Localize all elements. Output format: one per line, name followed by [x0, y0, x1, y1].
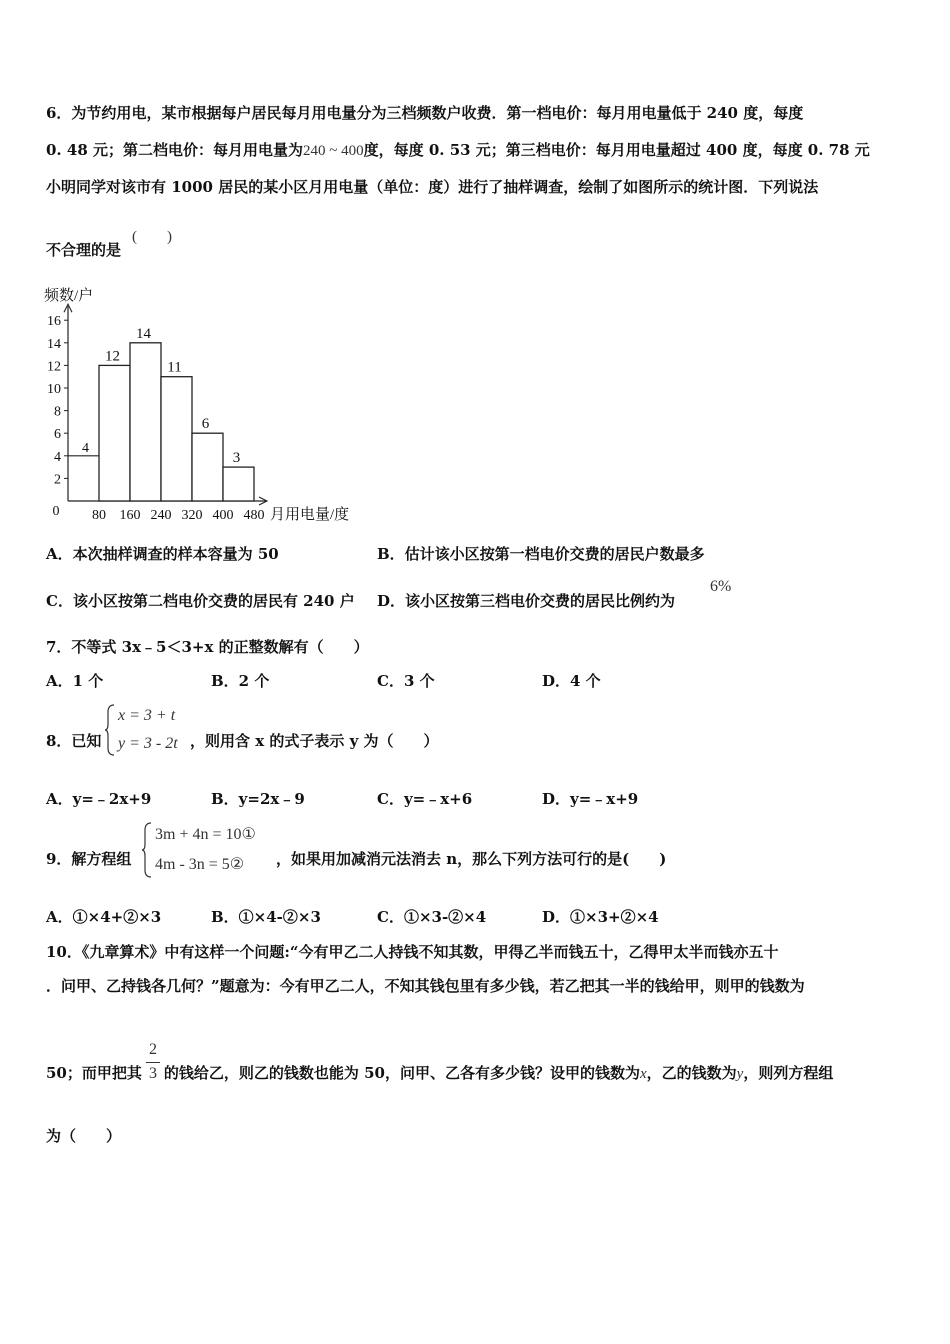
q8-brace-icon [104, 704, 116, 756]
x-tick-label-80: 80 [92, 508, 106, 523]
x-tick-label-480: 480 [243, 508, 265, 523]
bar-label-80-160: 12 [105, 348, 120, 365]
q9-option-b[interactable]: B．①×4-②×3 [211, 908, 321, 926]
q10-line3-text-c: ，乙的钱数为 [646, 1064, 737, 1082]
q10-line1: 10．《九章算术》中有这样一个问题:“今有甲乙二人持钱不知其数，甲得乙半而钱五十，乙得甲太半而钱亦五十 [46, 943, 779, 961]
q6-line1: 6．为节约用电，某市根据每户居民每月用电量分为三档频数户收费．第一档电价：每月用电量低于 240 度，每度 [46, 104, 804, 122]
q9-eq1: 3m + 4n = 10① [155, 826, 256, 843]
bar-240-320 [161, 377, 192, 501]
q10-var-x: x [639, 1066, 647, 1082]
q8-option-d[interactable]: D．y=﹣x+9 [542, 790, 639, 808]
q8-eq1: x = 3 + t [118, 707, 176, 724]
origin-label: 0 [52, 504, 60, 519]
q6-range-math: 240 ~ 400 [302, 143, 364, 159]
bar-80-160 [99, 365, 130, 501]
q9-stem-a: 9．解方程组 [46, 850, 132, 868]
q10-var-y: y [736, 1066, 744, 1082]
q6-answer-paren: ( ) [132, 229, 172, 245]
y-tick-label-10: 10 [47, 382, 61, 397]
q9-option-c[interactable]: C．①×3-②×4 [377, 908, 487, 926]
q7-option-d[interactable]: D．4 个 [542, 672, 601, 690]
y-tick-label-8: 8 [54, 404, 61, 420]
y-tick-label-2: 2 [54, 472, 61, 488]
bar-320-400 [192, 433, 223, 501]
first-bin-label: 4 [82, 440, 89, 456]
y-tick-label-12: 12 [47, 359, 61, 375]
y-tick-label-16: 16 [47, 314, 61, 330]
q10-line3-text-a: 50；而甲把其 [46, 1064, 142, 1082]
q6-option-d[interactable]: D．该小区按第三档电价交费的居民比例约为 [377, 592, 676, 610]
bar-label-240-320: 11 [167, 359, 182, 376]
x-tick-label-400: 400 [212, 508, 234, 523]
q10-fraction-denominator: 3 [149, 1065, 157, 1082]
q6-line2-text-a: 0. 48 元；第二档电价：每月用电量为 [46, 141, 303, 159]
q6-option-b[interactable]: B．估计该小区按第一档电价交费的居民户数最多 [377, 545, 705, 563]
q10-line3 [46, 1063, 833, 1084]
q9-option-a[interactable]: A．①×4+②×3 [46, 908, 162, 926]
q7-option-c[interactable]: C．3 个 [377, 672, 435, 690]
q6-line2 [46, 140, 870, 161]
q8-stem-a: 8．已知 [46, 732, 102, 750]
y-tick-label-4: 4 [54, 449, 61, 465]
histogram-chart [40, 282, 380, 527]
y-tick-label-14: 14 [47, 336, 61, 352]
q8-option-b[interactable]: B．y=2x﹣9 [211, 790, 305, 808]
x-tick-label-320: 320 [181, 508, 203, 523]
q9-stem-b: ，如果用加减消元法消去 n，那么下列方法可行的是( ) [276, 850, 667, 868]
q10-fraction-numerator: 2 [149, 1041, 157, 1058]
bar-160-240 [130, 343, 161, 501]
x-tick-label-240: 240 [150, 508, 172, 523]
q6-option-c[interactable]: C．该小区按第二档电价交费的居民有 240 户 [46, 592, 355, 610]
q10-line2: ．问甲、乙持钱各几何？”题意为：今有甲乙二人，不知其钱包里有多少钱，若乙把其一半的钱给甲，则甲的钱数为 [46, 977, 805, 995]
q6-line3: 小明同学对该市有 1000 居民的某小区月用电量（单位：度）进行了抽样调查，绘制了如图所示的统计图．下列说法 [46, 178, 819, 196]
q8-option-a[interactable]: A．y=﹣2x+9 [46, 790, 152, 808]
q10-line4: 为（ ） [46, 1127, 122, 1145]
q8-stem-b: ，则用含 x 的式子表示 y 为（ ） [190, 732, 439, 750]
q6-option-d-math: 6% [710, 578, 732, 595]
q6-line4: 不合理的是 [46, 241, 122, 259]
bar-label-160-240: 14 [136, 325, 151, 342]
q9-option-d[interactable]: D．①×3+②×4 [542, 908, 659, 926]
q10-line3-text-b: 的钱给乙，则乙的钱数也能为 50，问甲、乙各有多少钱？设甲的钱数为 [163, 1064, 640, 1082]
q10-line3-text-d: ，则列方程组 [743, 1064, 834, 1082]
bar-label-400-480: 3 [232, 450, 241, 467]
y-axis-label: 频数/户 [44, 288, 94, 304]
x-tick-label-160: 160 [119, 508, 141, 523]
x-axis-label: 月用电量/度 [270, 507, 350, 523]
q9-eq2: 4m - 3n = 5② [155, 856, 245, 873]
q8-eq2: y = 3 - 2t [118, 735, 178, 752]
y-tick-label-6: 6 [54, 427, 61, 443]
q10-fraction-bar [146, 1062, 160, 1063]
bar-400-480 [223, 467, 254, 501]
q7-stem: 7．不等式 3x﹣5＜3+x 的正整数解有（ ） [46, 638, 369, 656]
q7-option-a[interactable]: A．1 个 [46, 672, 104, 690]
q9-brace-icon [141, 822, 153, 878]
q8-option-c[interactable]: C．y=﹣x+6 [377, 790, 473, 808]
q6-option-a[interactable]: A．本次抽样调查的样本容量为 50 [46, 545, 279, 563]
q6-line2-text-b: 度，每度 0. 53 元；第三档电价：每月用电量超过 400 度，每度 0. 78 元 [363, 141, 870, 159]
q7-option-b[interactable]: B．2 个 [211, 672, 270, 690]
bar-label-320-400: 6 [201, 416, 210, 433]
